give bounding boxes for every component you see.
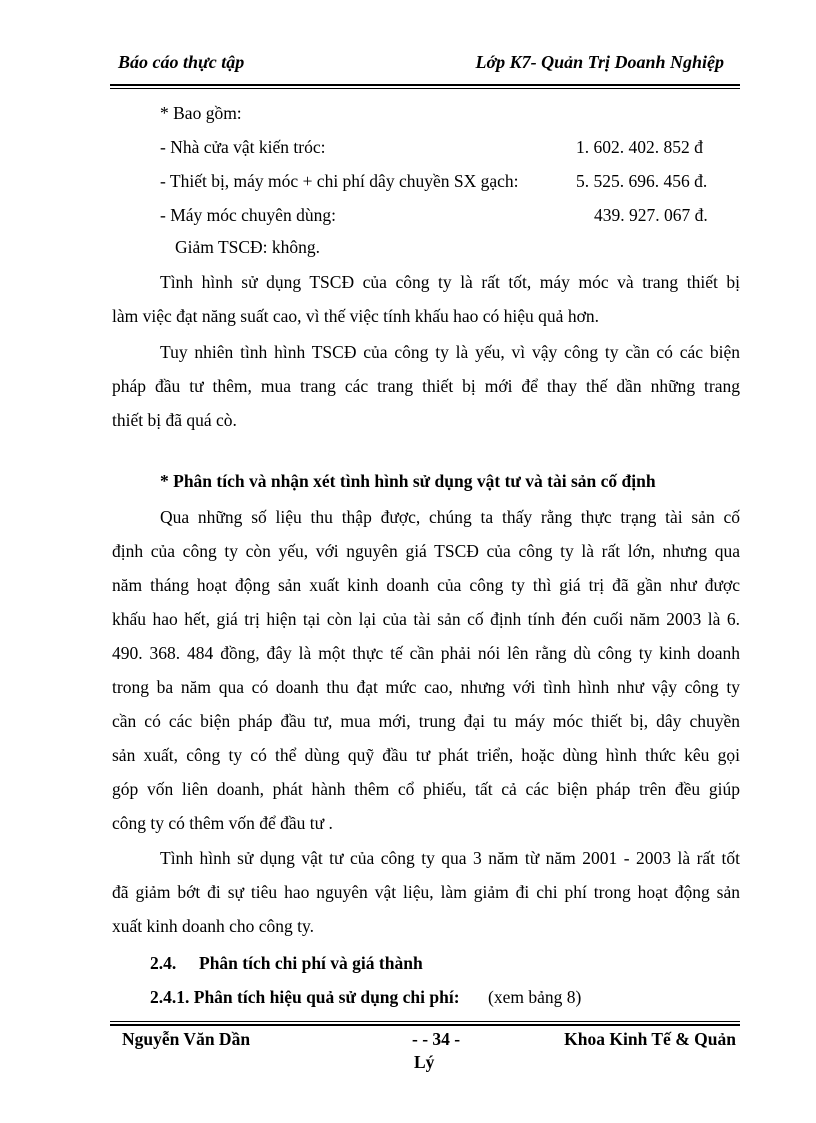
paragraph-line: định của công ty còn yếu, với nguyên giá TSCĐ của công ty là rất lớn, nhưng qua xyxy=(112,541,740,561)
asset-value: 439. 927. 067 đ. xyxy=(594,205,708,225)
heading-2-4-number: 2.4. xyxy=(150,953,177,973)
paragraph-line: cần có các biện pháp đầu tư, mua mới, trung đại tu máy móc thiết bị, dây chuyền xyxy=(112,711,740,731)
footer-department: Khoa Kinh Tế & Quản xyxy=(564,1029,736,1049)
asset-label: - Nhà cửa vật kiến tróc: xyxy=(160,137,326,157)
asset-value: 1. 602. 402. 852 đ xyxy=(576,137,703,157)
paragraph-line: năm tháng hoạt động sản xuất kinh doanh của công ty thì giá trị đã gần như được xyxy=(112,575,740,595)
footer-rule-thick xyxy=(110,1024,740,1026)
header-left: Báo cáo thực tập xyxy=(118,52,245,72)
paragraph-line: đã giảm bớt đi sự tiêu hao nguyên vật liệu, làm giảm đi chi phí trong hoạt động sản xyxy=(112,882,740,902)
paragraph-line: Tình hình sử dụng TSCĐ của công ty là rất tốt, máy móc và trang thiết bị xyxy=(160,272,740,292)
paragraph-line: khấu hao hết, giá trị hiện tại còn lại của tài sản cố định tính đén cuối năm 2003 là 6. xyxy=(112,609,740,629)
asset-value: 5. 525. 696. 456 đ. xyxy=(576,171,708,191)
asset-label: - Thiết bị, máy móc + chi phí dây chuyền SX gạch: xyxy=(160,171,519,191)
asset-label: - Máy móc chuyên dùng: xyxy=(160,205,336,225)
paragraph-line: công ty có thêm vốn để đầu tư . xyxy=(112,813,333,833)
footer-author: Nguyễn Văn Dần xyxy=(122,1029,251,1049)
footer-rule-thin xyxy=(110,1021,740,1022)
footer-department-cont: Lý xyxy=(414,1052,435,1072)
paragraph-line: thiết bị đã quá cò. xyxy=(112,410,237,430)
paragraph-line: sản xuất, công ty có thể dùng quỹ đầu tư phát triển, hoặc dùng hình thức kêu gọi xyxy=(112,745,740,765)
paragraph-line: pháp đầu tư thêm, mua trang các trang thiết bị mới để thay thế dần những trang xyxy=(112,376,740,396)
heading-2-4-1: 2.4.1. Phân tích hiệu quả sử dụng chi phí: xyxy=(150,987,460,1007)
assets-intro: * Bao gồm: xyxy=(160,103,242,123)
section-heading: * Phân tích và nhận xét tình hình sử dụng vật tư và tài sản cố định xyxy=(160,471,656,491)
header-right: Lớp K7- Quản Trị Doanh Nghiệp xyxy=(475,52,724,72)
heading-2-4-title: Phân tích chi phí và giá thành xyxy=(199,953,423,973)
paragraph-line: xuất kinh doanh cho công ty. xyxy=(112,916,315,936)
paragraph-line: Tình hình sử dụng vật tư của công ty qua 3 năm từ năm 2001 - 2003 là rất tốt xyxy=(160,848,740,868)
paragraph-line: làm việc đạt năng suất cao, vì thế việc tính khấu hao có hiệu quả hơn. xyxy=(112,306,599,326)
paragraph-line: Tuy nhiên tình hình TSCĐ của công ty là yếu, vì vậy công ty cần có các biện xyxy=(160,342,740,362)
paragraph-line: Qua những số liệu thu thập được, chúng ta thấy rằng thực trạng tài sản cố xyxy=(160,507,740,527)
header-rule-thin xyxy=(110,88,740,89)
heading-2-4-1-note: (xem bảng 8) xyxy=(488,987,582,1007)
paragraph-line: góp vốn liên doanh, phát hành thêm cổ phiếu, tất cả các biện pháp trên đều giúp xyxy=(112,779,740,799)
footer-page-number: - - 34 - xyxy=(412,1029,461,1049)
paragraph-line: trong ba năm qua có doanh thu đạt mức cao, nhưng với tình hình như vậy công ty xyxy=(112,677,740,697)
header-rule-thick xyxy=(110,84,740,86)
paragraph-line: 490. 368. 484 đồng, đây là một thực tế cần phải nói lên rằng dù công ty kinh doanh xyxy=(112,643,740,663)
asset-decrease: Giảm TSCĐ: không. xyxy=(175,237,321,257)
